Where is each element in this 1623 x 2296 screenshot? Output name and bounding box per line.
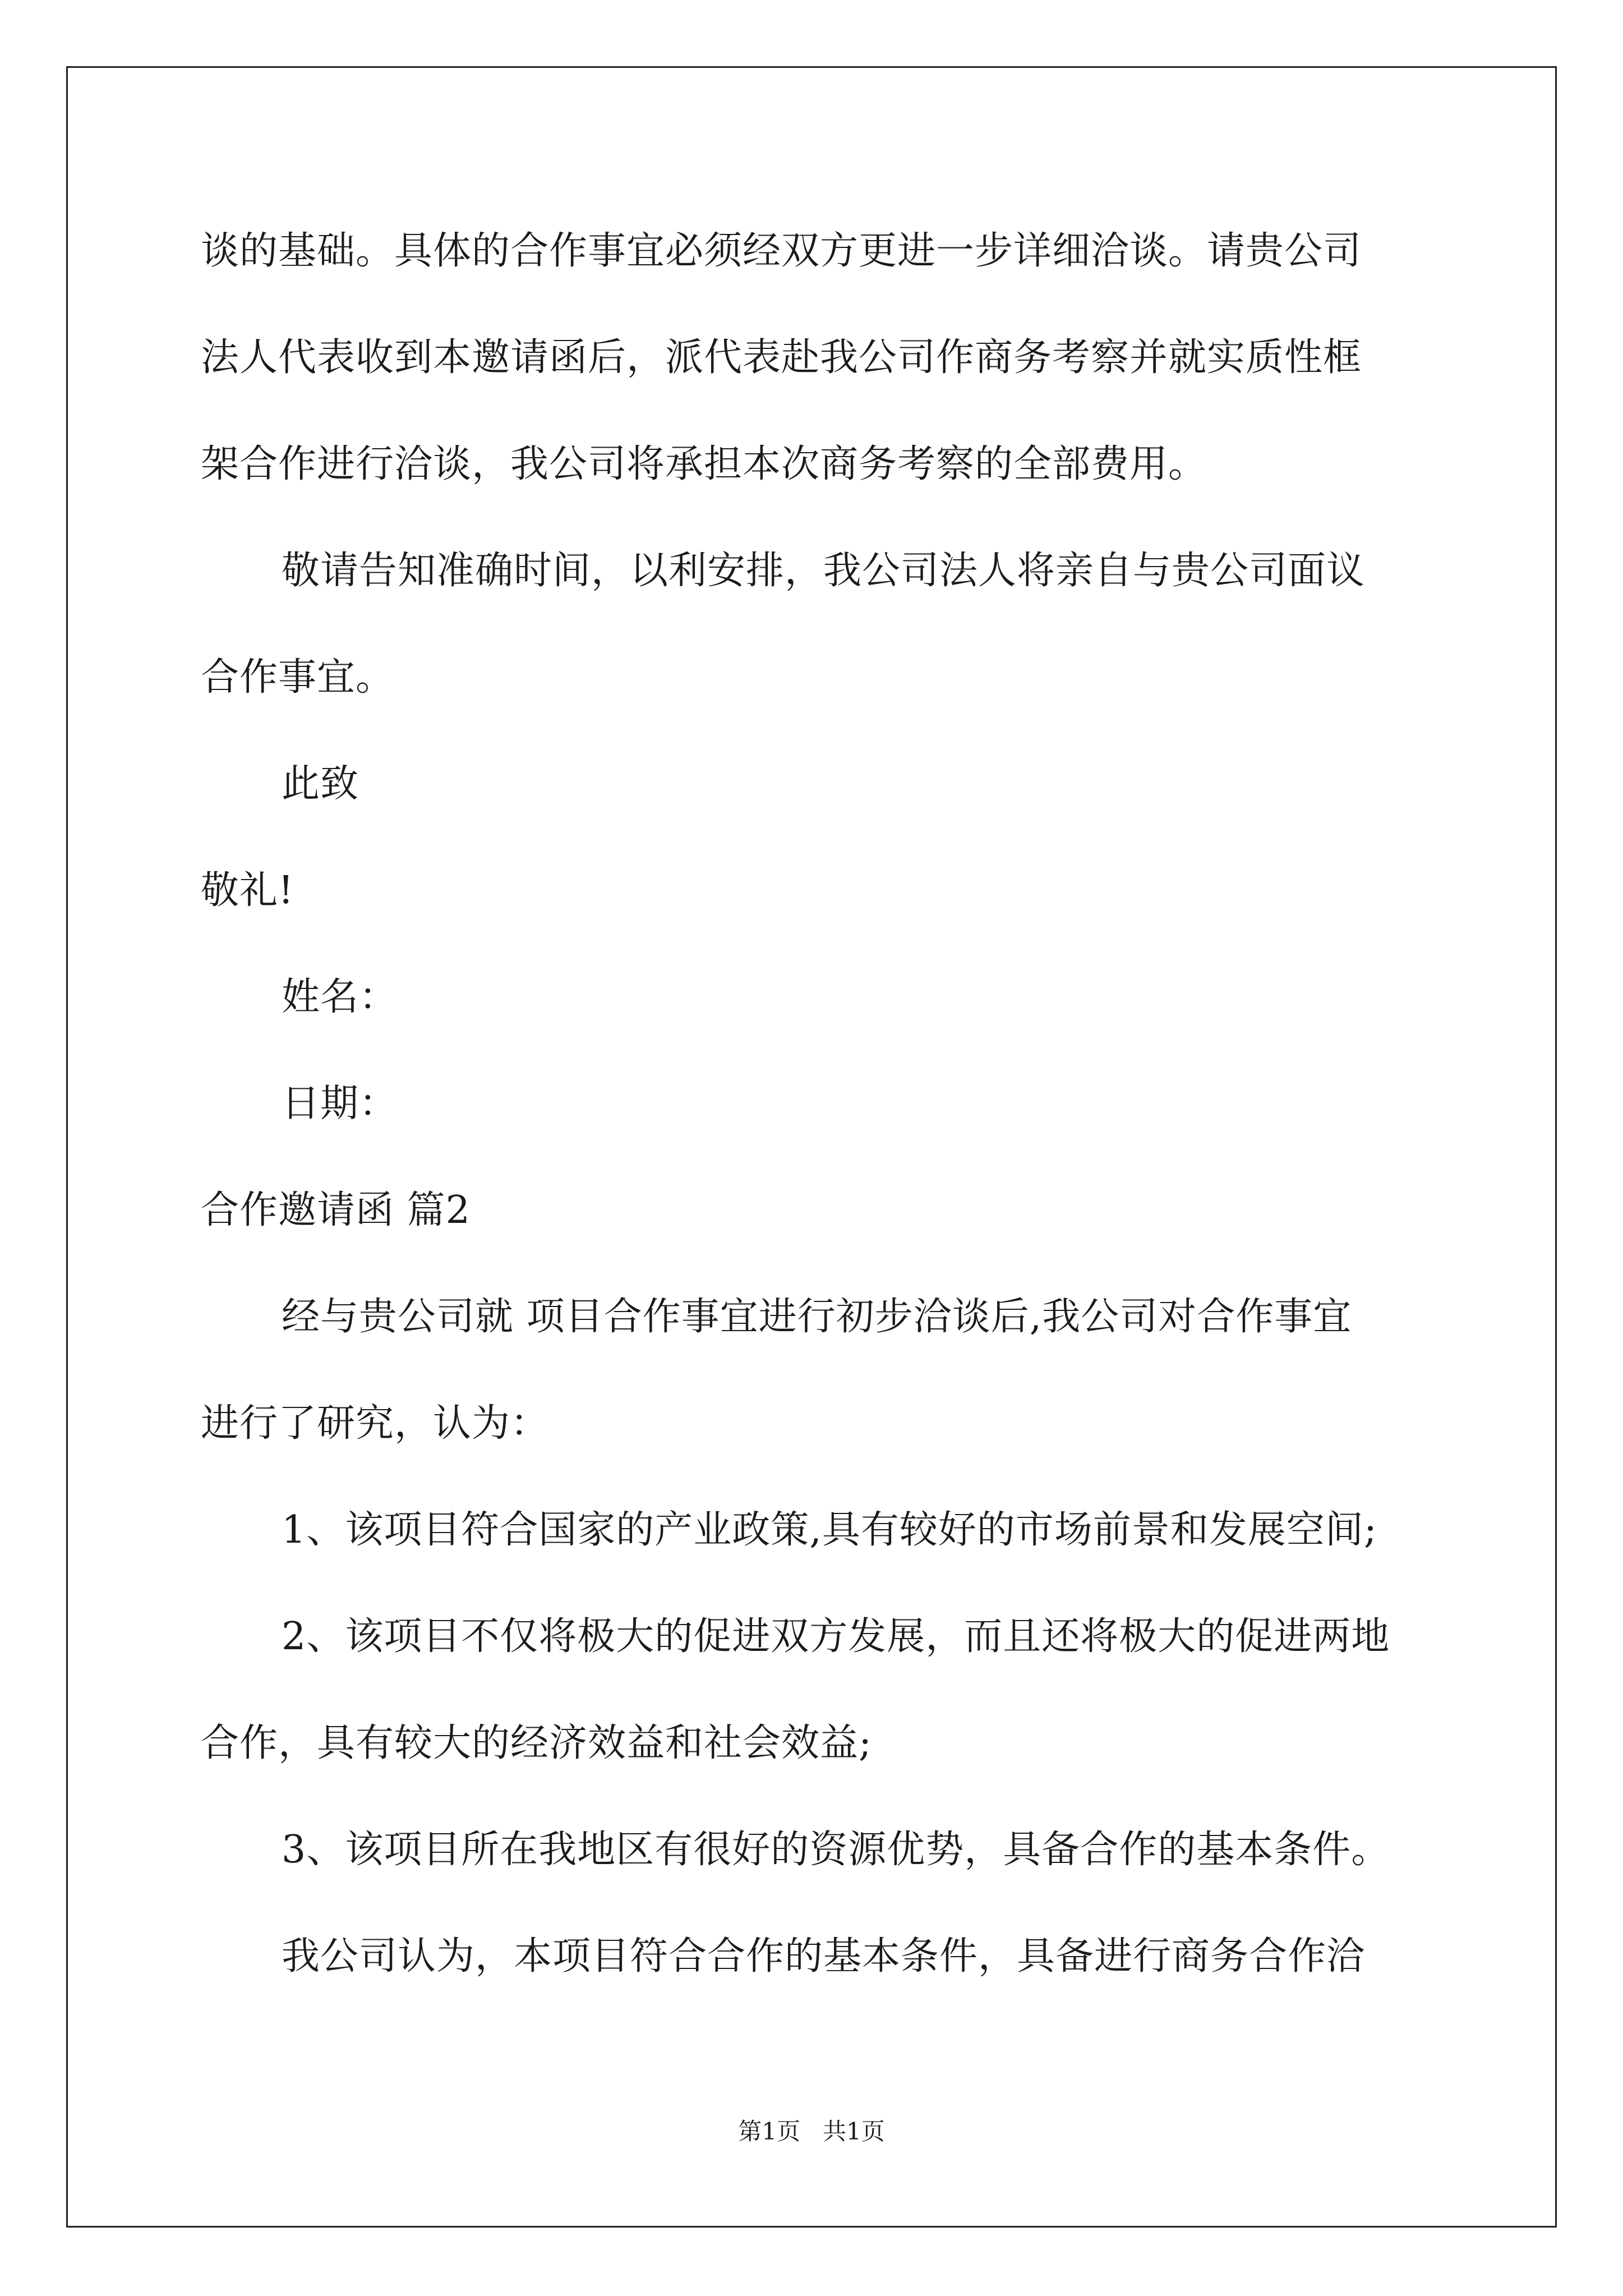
list-item: 1、该项目符合国家的产业政策,具有较好的市场前景和发展空间; [282, 1508, 1377, 1552]
closing-line: 敬礼! [201, 868, 294, 913]
paragraph-line: 经与贵公司就 项目合作事宜进行初步洽谈后,我公司对合作事宜 [282, 1295, 1352, 1339]
list-item-continuation: 合作，具有较大的经济效益和社会效益; [201, 1721, 872, 1765]
salutation-line: 此致 [282, 762, 359, 806]
paragraph-line: 合作事宜。 [201, 655, 395, 700]
name-field-label: 姓名： [282, 975, 398, 1019]
paragraph-line: 敬请告知准确时间，以利安排，我公司法人将亲自与贵公司面议 [282, 549, 1366, 593]
list-item: 2、该项目不仅将极大的促进双方发展，而且还将极大的促进两地 [282, 1614, 1390, 1659]
list-item: 3、该项目所在我地区有很好的资源优势，具备合作的基本条件。 [282, 1828, 1390, 1872]
paragraph-line: 我公司认为，本项目符合合作的基本条件，具备进行商务合作洽 [282, 1934, 1366, 1978]
date-field-label: 日期： [282, 1082, 398, 1126]
page-number-footer: 第1页 共1页 [738, 2118, 885, 2145]
page-border [66, 66, 1557, 2228]
paragraph-line: 进行了研究，认为： [201, 1401, 550, 1446]
paragraph-line: 谈的基础。具体的合作事宜必须经双方更进一步详细洽谈。请贵公司 [201, 229, 1362, 273]
paragraph-line: 架合作进行洽谈，我公司将承担本次商务考察的全部费用。 [201, 442, 1207, 486]
section-heading: 合作邀请函 篇2 [201, 1188, 471, 1232]
paragraph-line: 法人代表收到本邀请函后，派代表赴我公司作商务考察并就实质性框 [201, 335, 1362, 380]
